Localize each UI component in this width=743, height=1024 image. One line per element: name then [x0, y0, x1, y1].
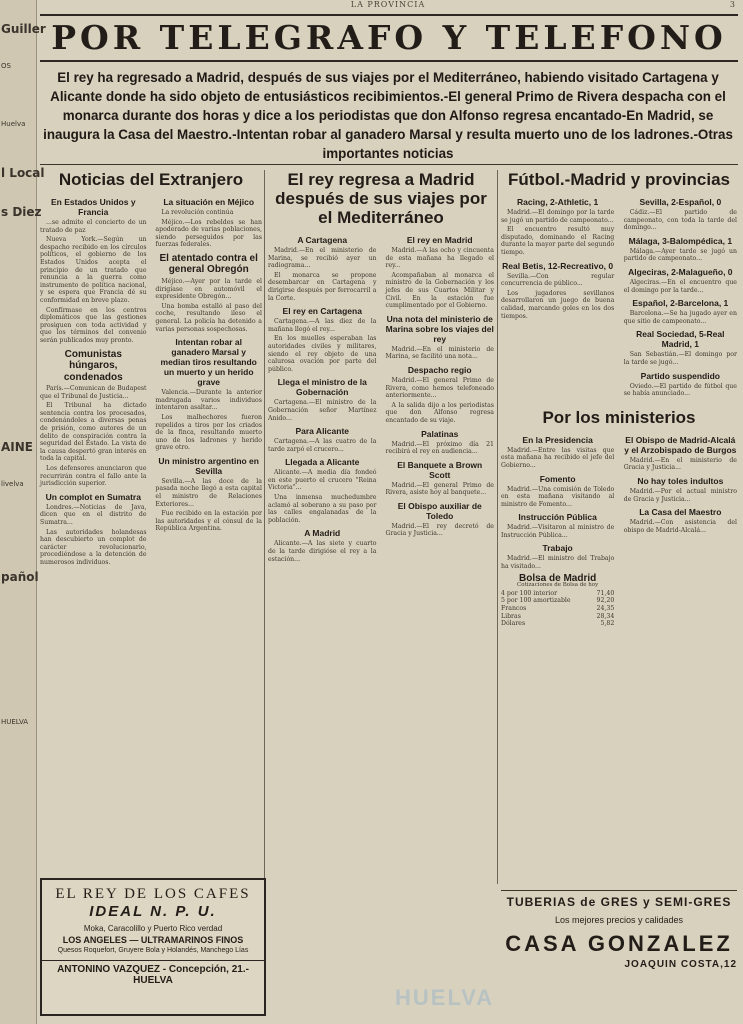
- column-football: [501, 170, 737, 888]
- article-body: Madrid.—Con asistencia del obispo de Madrid-Alcalá...: [623, 519, 737, 534]
- article-heading: Algeciras, 2-Malagueño, 0: [628, 266, 733, 277]
- article-heading: El Obispo de Madrid-Alcalá y el Arzobispado de Burgos: [624, 434, 737, 455]
- article-heading: Palatinas: [421, 428, 459, 439]
- article-heading: Trabajo: [542, 543, 573, 554]
- article-body: Madrid.—En el ministerio de Marina, se recibió ayer un radiograma...: [268, 247, 377, 270]
- article-heading: La Casa del Maestro: [639, 507, 722, 518]
- article-heading: Comunistas húngaros, condenados: [63, 348, 123, 383]
- article-body: Cartagena.—A las cuatro de la tarde zarpó el crucero...: [268, 438, 377, 453]
- article-heading: El Obispo auxiliar de Toledo: [397, 500, 482, 521]
- article-body: Valencia.—Durante la anterior madrugada varios individuos intentaron asaltar...: [155, 389, 262, 412]
- article-heading: En la Presidencia: [522, 434, 593, 445]
- masthead: [40, 0, 736, 12]
- ad-text: Moka, Caracolillo y Puerto Rico verdad: [83, 924, 223, 933]
- article-body: Madrid.—El general Primo de Rivera, asiste hoy al banquete...: [385, 481, 494, 497]
- edge-fragment: l Local: [1, 166, 45, 180]
- ad-store-name: LOS ANGELES — ULTRAMARINOS FINOS: [62, 935, 244, 945]
- subcolumn: [40, 193, 147, 568]
- page-number: 3: [729, 0, 736, 9]
- article-body: ...se admite el concierto de un tratado de paz: [40, 219, 147, 234]
- edge-fragment: Guiller: [1, 22, 46, 36]
- subcolumn: [155, 193, 262, 535]
- section-title: Fútbol.-Madrid y provincias: [508, 170, 730, 189]
- subcolumn: [624, 193, 737, 400]
- article-body: Algeciras.—En el encuentro que el domingo por la tarde...: [623, 278, 737, 294]
- ad-headline: EL REY DE LOS CAFES: [55, 886, 251, 902]
- article-body: Londres.—Noticias de Java, dicen que en el distrito de Sumatra...: [40, 503, 147, 526]
- subcolumn: [386, 231, 494, 540]
- filler-text: Fue recibido en la estación por las autoridades y el cónsul de la República Argentina.: [155, 510, 262, 533]
- edge-fragment: OS: [1, 62, 11, 70]
- article-body: Oviedo.—El partido de fútbol que se había anunciado...: [623, 382, 737, 398]
- subcolumn: [268, 231, 376, 565]
- filler-text: Las autoridades holandesas han descubierto un complot de carácter revolucionario, procediéndose a la detención de numerosos individuos.: [40, 528, 147, 566]
- article-body: Cádiz.—El partido de campeonato, con toda la tarde del domingo...: [623, 209, 737, 232]
- section-banner: POR TELEGRAFO Y TELEFONO: [40, 14, 738, 62]
- article-heading: Español, 2-Barcelona, 1: [632, 298, 729, 309]
- stock-row: [501, 605, 614, 613]
- filler-text: Una inmensa muchedumbre aclamó al soberano a su paso por las calles engalanadas de la población.: [268, 494, 377, 524]
- divider: [501, 890, 737, 891]
- article-body: San Sebastián.—El domingo por la tarde se jugó...: [623, 351, 737, 366]
- front-summary: El rey ha regresado a Madrid, después de sus viajes por el Mediterráneo, habiendo visitado Cartagena y Alicante donde ha sido objeto de entusiásticos recibimientos.-El general Primo de Rivera despacha con el monarca durante dos horas y dice a los periodistas que don Alfonso regresa encantado-En Madrid, se inaugura la Casa del Maestro.-Intentan robar al ganadero Marsal y resulta muerto uno de los ladrones.-Otras importantes noticias: [43, 70, 733, 161]
- stock-label: 5 por 100 amortizable: [501, 597, 571, 605]
- adjacent-page-edge: [0, 0, 46, 1024]
- stock-value: 28,34: [596, 612, 615, 620]
- article-heading: Una nota del ministerio de Marina sobre los viajes del rey: [385, 313, 494, 344]
- stock-label: Francos: [501, 605, 527, 613]
- stock-value: 92,20: [596, 597, 615, 605]
- article-body: La revolución continúa: [161, 209, 234, 216]
- ad-brand: IDEAL N. P. U.: [89, 903, 217, 920]
- ad-text: Quesos Roquefort, Gruyere Bola y Holandés, Manchego Lías: [57, 947, 249, 954]
- filler-text: Acompañaban al monarca el ministro de la Gobernación y los jefes de sus Cuartos Militar y Civil. En la estación fue cumplimentado por el Gobierno.: [385, 271, 494, 310]
- column-king-news: [268, 170, 494, 1016]
- subcolumn: [624, 431, 737, 537]
- article-body: París.—Comunican de Budapest que el Tribunal de Justicia...: [40, 385, 147, 400]
- article-body: Sevilla.—A las doce de la pasada noche llegó a esta capital el ministro de Relaciones Exteriores...: [155, 477, 262, 508]
- article-heading: En Estados Unidos y Francia: [51, 197, 136, 217]
- article-heading: Real Sociedad, 5-Real Madrid, 1: [636, 329, 725, 350]
- stock-value: 71,40: [596, 589, 615, 597]
- article-heading: Un ministro argentino en Sevilla: [158, 455, 259, 476]
- filler-text: A la salida dijo a los periodistas que don Alfonso regresa encantado de su viaje.: [385, 401, 494, 424]
- ad-headline: TUBERIAS de GRES y SEMI-GRES: [506, 895, 732, 909]
- stock-row: [501, 613, 614, 621]
- filler-text: El monarca se propone desembarcar en Cartagena y dirigirse después por ferrocarril a la Corte.: [268, 271, 377, 302]
- edge-fragment: HUELVA: [1, 718, 29, 726]
- article-body: Madrid.—Por el actual ministro de Gracia y Justicia...: [623, 487, 737, 503]
- filler-text: Nueva York.—Según un despacho recibido en los círculos políticos, el gobierno de los Estados Unidos acepta el principio de un tratado que renuncia a la guerra como instrumento de política nacional, y se espera que Francia dé su conformidad en breve plazo.: [40, 236, 147, 304]
- filler-text: Méjico.—Los rebeldes se han apoderado de varias poblaciones, siendo perseguidos por las fuerzas federales.: [155, 218, 262, 249]
- watermark-text: HUELVA: [395, 985, 495, 1010]
- filler-text: En los muelles esperaban las autoridades civiles y militares, siendo el rey objeto de una calurosa ovación por parte del público.: [268, 335, 377, 373]
- article-body: Alicante.—A media día fondeó en este puerto el crucero "Reina Victoria"...: [268, 469, 377, 492]
- article-heading: A Cartagena: [297, 235, 348, 245]
- stock-label: Libras: [501, 612, 521, 620]
- article-heading: A Madrid: [304, 528, 341, 539]
- edge-fragment: AINE: [1, 440, 33, 454]
- section-title: Por los ministerios: [542, 407, 696, 427]
- ad-text: Los mejores precios y calidades: [554, 915, 684, 925]
- stock-value: 24,35: [596, 605, 615, 613]
- article-heading: Sevilla, 2-Español, 0: [639, 197, 722, 207]
- edge-fragment: livelva: [1, 480, 24, 488]
- article-body: Cartagena.—El ministro de la Gobernación señor Martínez Anido...: [268, 399, 377, 422]
- article-body: Madrid.—En el ministerio de Gracia y Justicia...: [623, 456, 737, 472]
- stock-row: [501, 590, 614, 598]
- stock-label: 4 por 100 interior: [501, 589, 558, 597]
- article-heading: Intentan robar al ganadero Marsal y median tiros resultando un muerto y un herido grave: [160, 337, 257, 388]
- stock-market-subtitle: Cotizaciones de Bolsa de hoy: [517, 582, 599, 589]
- stock-row: [501, 620, 614, 628]
- ad-store-name: CASA GONZALEZ: [505, 931, 733, 956]
- article-body: Madrid.—El próximo día 21 recibirá el rey en audiencia...: [385, 440, 494, 456]
- article-heading: No hay toles indultos: [637, 475, 724, 486]
- article-heading: El rey en Madrid: [406, 235, 473, 245]
- edge-fragment: Huelva: [1, 120, 26, 128]
- filler-text: Confírmase en los centros diplomáticos que las gestiones prosiguen con toda actividad y que los términos del convenio serán publicados muy pronto.: [40, 306, 147, 344]
- article-body: Madrid.—El general Primo de Rivera, como hemos telefoneado anteriormente...: [385, 376, 494, 400]
- article-heading: Fomento: [539, 473, 576, 484]
- column-foreign-news: [40, 170, 262, 874]
- stock-market-title: Bolsa de Madrid: [519, 572, 597, 584]
- article-body: Madrid.—Entre las visitas que esta mañana ha recibido el jefe del Gobierno...: [501, 446, 615, 469]
- filler-text: El Tribunal ha dictado sentencia contra los procesados, condenándoles a diversas penas de prisión, como autores de un delito de conspiración contra la seguridad del Estado. La vista de la causa despertó gran interés en toda la capital.: [40, 402, 147, 463]
- section-title: Noticias del Extranjero: [58, 170, 244, 189]
- article-body: Cartagena.—A las diez de la mañana llegó el rey...: [268, 318, 377, 333]
- article-heading: Real Betis, 12-Recreativo, 0: [502, 260, 614, 271]
- article-body: Málaga.—Ayer tarde se jugó un partido de campeonato...: [623, 247, 737, 263]
- article-heading: Málaga, 3-Balompédica, 1: [628, 235, 733, 246]
- subcolumn: [501, 193, 614, 322]
- article-body: Madrid.—El domingo por la tarde se jugó un partido de campeonato...: [501, 209, 615, 224]
- subcolumn: [501, 431, 614, 628]
- article-heading: El rey en Cartagena: [282, 306, 362, 317]
- filler-text: Una bomba estalló al paso del coche, resultando ileso el general. La policía ha detenido a varias personas sospechosas.: [155, 302, 262, 333]
- column-divider: [497, 170, 498, 884]
- archive-watermark: [395, 985, 545, 1019]
- article-heading: Para Alicante: [295, 426, 349, 437]
- edge-fragment: s Diez: [1, 205, 42, 219]
- stock-row: [501, 597, 614, 605]
- article-body: Madrid.—El ministro del Trabajo ha visitado...: [501, 555, 615, 571]
- article-heading: Racing, 2-Athletic, 1: [517, 197, 599, 207]
- article-body: Madrid.—Visitaron al ministro de Instrucción Pública...: [501, 524, 615, 539]
- article-heading: Instrucción Pública: [518, 512, 597, 523]
- article-heading: Llega el ministro de la Gobernación: [277, 377, 367, 398]
- article-heading: El atentado contra el general Obregón: [159, 252, 258, 276]
- coffee-advertisement: [40, 878, 266, 1016]
- article-heading: El Banquete a Brown Scott: [397, 459, 483, 480]
- ad-address: ANTONINO VAZQUEZ - Concepción, 21.-HUELVA: [42, 960, 264, 986]
- article-body: Madrid.—A las ocho y cincuenta de esta mañana ha llegado el rey...: [385, 247, 494, 270]
- divider: [40, 164, 738, 165]
- filler-text: Los malhechores fueron repelidos a tiros por los criados de la finca, resultando muerto uno de los ladrones y herido grave otro.: [155, 413, 262, 452]
- article-body: Madrid.—En el ministerio de Marina, se facilitó una nota...: [385, 345, 494, 361]
- stock-label: Dólares: [501, 620, 526, 628]
- ad-address: JOAQUIN COSTA,12: [624, 959, 737, 970]
- article-body: Alicante.—A las siete y cuarto de la tarde dirigióse el rey a la estación...: [268, 540, 377, 563]
- article-body: Barcelona.—Se ha jugado ayer en que sitio de campeonato...: [623, 310, 737, 325]
- stock-value: 5,82: [600, 620, 615, 628]
- article-body: Madrid.—Una comisión de Toledo en esta mañana visitando al ministro de Fomento...: [501, 485, 615, 508]
- section-title: El rey regresa a Madrid después de sus viajes por el Mediterráneo: [275, 170, 487, 227]
- filler-text: Los jugadores sevillanos desarrollaron un juego de buena calidad, marcando goles en los dos tiempos.: [501, 289, 615, 320]
- article-heading: Partido suspendido: [640, 370, 720, 381]
- article-heading: Despacho regio: [407, 364, 472, 375]
- edge-fragment: pañol: [1, 570, 39, 584]
- article-body: Sevilla.—Con regular concurrencia de público...: [501, 272, 615, 288]
- filler-text: El encuentro resultó muy disputado, dominando el Racing durante la mayor parte del segundo tiempo.: [501, 226, 615, 256]
- article-heading: La situación en Méjico: [163, 197, 255, 207]
- filler-text: Los defensores anunciaron que recurrirán contra el fallo ante la jurisdicción superior.: [40, 464, 147, 488]
- article-body: Méjico.—Ayer por la tarde el dirigíase en automóvil el expresidente Obregón...: [155, 277, 262, 301]
- article-body: Madrid.—El rey decretó de Gracia y Justicia...: [385, 522, 494, 538]
- newspaper-name: LA PROVINCIA: [350, 0, 426, 9]
- article-heading: Llegada a Alicante: [285, 457, 360, 468]
- article-heading: Un complot en Sumatra: [45, 491, 141, 502]
